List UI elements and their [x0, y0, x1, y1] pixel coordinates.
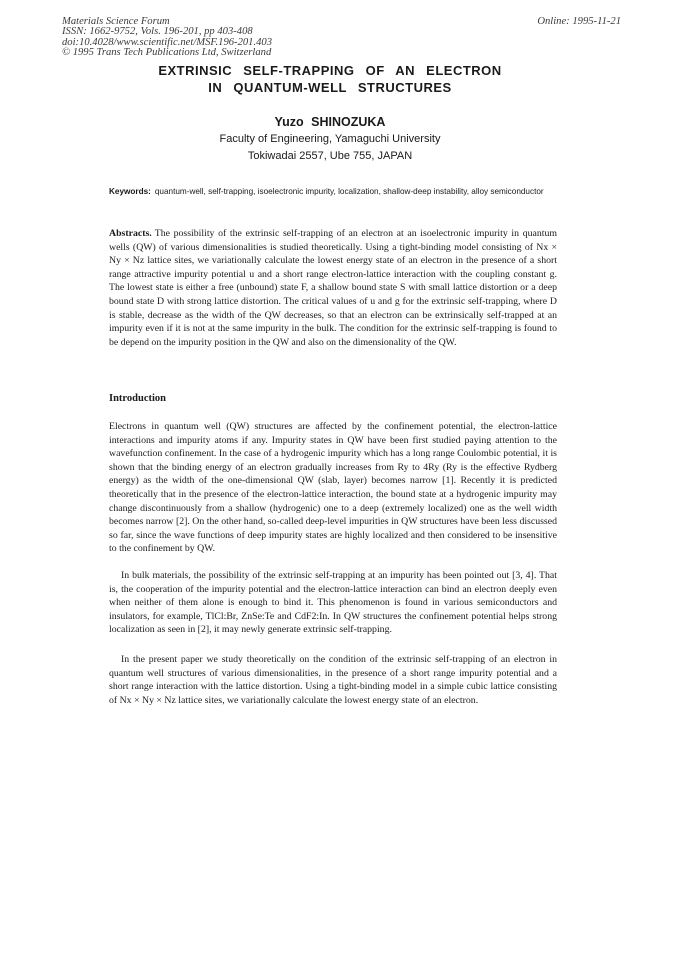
keywords-label: Keywords: [109, 187, 151, 196]
abstract [109, 227, 557, 349]
intro-paragraph: In bulk materials, the possibility of the extrinsic self-trapping at an impurity has been pointed out [3, 4]. That is, the cooperation of the impurity potential and the electron-lattice interaction can bind an electron deeply even when neither of them alone is enough to bind it. This phenomenon is found in various semiconductors and insulators, for example, TlCl:Br, ZnSe:Te and CdF2:In. In QW structures the confinement potential helps strong localization as seen in [2], it may newly generate extrinsic self-trapping. [109, 570, 557, 636]
keywords [109, 185, 557, 199]
abstract-text: The possibility of the extrinsic self-trapping of an electron at an isoelectronic impurity in quantum wells (QW) of various dimensionalities is studied theoretically. Using a tight-binding model consisting of Nx × Ny × Nz lattice sites, we variationally calculate the lowest energy state of an electron in the presence of a short range attractive impurity potential u and a short range electron-lattice interaction with the coupling constant g. The lowest state is either a free (unbound) state F, a shallow bound state S with small lattice distortion or a deep bound state D with strong lattice distortion. The critical values of u and g for the extrinsic self-trapping, where D is stable, decrease as the width of the QW decreases, so that an electron can be extrinsically self-trapped at an impurity even if it is not at the same impurity in the bulk. The condition for the extrinsic self-trapping is found to be depend on the impurity position in the QW and also on the dimensionality of the QW. [109, 228, 557, 348]
author-name: Yuzo SHINOZUKA [274, 115, 386, 129]
journal-name: Materials Science Forum [62, 16, 170, 27]
affiliation-line-1: Faculty of Engineering, Yamaguchi University [219, 133, 441, 145]
paper-title-line-2: IN QUANTUM-WELL STRUCTURES [208, 80, 452, 95]
copyright-line: © 1995 Trans Tech Publications Ltd, Switzerland [62, 47, 272, 59]
section-heading-introduction: Introduction [109, 393, 166, 404]
intro-paragraph: In the present paper we study theoretically on the condition of the extrinsic self-trapping of an electron in quantum well structures of various dimensionalities, in the presence of a short range impurity potential and a short range interaction with the lattice distortion. Using a tight-binding model in a simple cubic lattice consisting of Nx × Ny × Nz lattice sites, we variationally calculate the lowest energy state of an electron. [109, 654, 557, 706]
journal-info [62, 17, 272, 59]
online-date: Online: 1995-11-21 [537, 16, 621, 27]
affiliation-line-2: Tokiwadai 2557, Ube 755, JAPAN [247, 150, 413, 162]
doi-line[interactable]: doi:10.4028/www.scientific.net/MSF.196-201.403 [62, 36, 272, 48]
paper-title-line-1: EXTRINSIC SELF-TRAPPING OF AN ELECTRON [158, 63, 502, 78]
issn-line: ISSN: 1662-9752, Vols. 196-201, pp 403-408 [62, 26, 253, 38]
abstract-label: Abstracts. [109, 228, 152, 239]
keywords-text: quantum-well, self-trapping, isoelectronic impurity, localization, shallow-deep instability, alloy semiconductor [154, 187, 544, 196]
intro-paragraph: Electrons in quantum well (QW) structures are affected by the confinement potential, the electron-lattice interactions and impurity atoms if any. Impurity states in QW have been first studied paying attention to the wavefunction confinement. In the case of a hydrogenic impurity which has a long range Coulombic potential, it is shown that the binding energy of an electron gradually increases from Ry to 4Ry (Ry is the effective Rydberg energy) as the width of the one-dimensional QW (slab, layer) becomes narrow [1]. Recently it is predicted theoretically that in the presence of the electron-lattice interaction, the bound state at a hydrogenic impurity may change discontinuously from a shallow (hydrogenic) one to a deep (extremely localized) one as the well width becomes narrow [2]. On the other hand, so-called deep-level impurities in QW structures have been less discussed so far, since the wave functions of deep impurity states are highly localized and then considered to be insensitive to the confinement by QW. [109, 421, 557, 555]
